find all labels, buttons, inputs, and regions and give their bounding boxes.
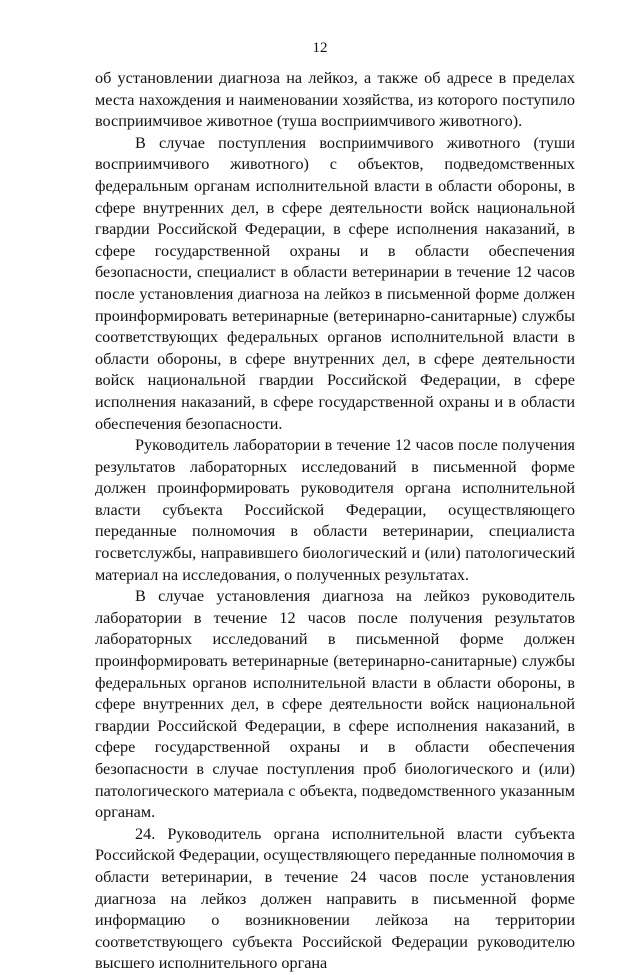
paragraph-3: Руководитель лаборатории в течение 12 часов после получения результатов лабораторных исследований в письменной форме должен проинформировать руководителя органа исполнительной власти субъекта Российской Федерации, осуществляющего переданные полномочия в области ветеринарии, специалиста госветслужбы, направившего биологический и (или) патологический материал на исследования, о полученных результатах. <box>95 436 575 584</box>
body-text <box>95 68 575 975</box>
paragraph-1: об установлении диагноза на лейкоз, а также об адресе в пределах места нахождения и наименовании хозяйства, из которого поступило восприимчивое животное (туша восприимчивого животного). <box>95 69 575 131</box>
paragraph-2: В случае поступления восприимчивого животного (туши восприимчивого животного) с объектов, подведомственных федеральным органам исполнительной власти в области обороны, в сфере внутренних дел, в сфере деятельности войск национальной гвардии Российской Федерации, в сфере исполнения наказаний, в сфере государственной охраны и в области обеспечения безопасности, специалист в области ветеринарии в течение 12 часов после установления диагноза на лейкоз в письменной форме должен проинформировать ветеринарные (ветеринарно-санитарные) службы соответствующих федеральных органов исполнительной власти в области обороны, в сфере внутренних дел, в сфере деятельности войск национальной гвардии Российской Федерации, в сфере исполнения наказаний, в сфере государственной охраны и в области обеспечения безопасности. <box>95 133 575 433</box>
paragraph-4: В случае установления диагноза на лейкоз руководитель лаборатории в течение 12 часов после получения результатов лабораторных исследований в письменной форме должен проинформировать ветеринарные (ветеринарно-санитарные) службы федеральных органов исполнительной власти в области обороны, в сфере внутренних дел, в сфере деятельности войск национальной гвардии Российской Федерации, в сфере исполнения наказаний, в сфере государственной охраны и в области обеспечения безопасности в случае поступления проб биологического и (или) патологического материала с объекта, подведомственного указанным органам. <box>95 587 575 822</box>
page-number: 12 <box>312 40 328 56</box>
paragraph-5: 24. Руководитель органа исполнительной власти субъекта Российской Федерации, осуществляющего переданные полномочия в области ветеринарии, в течение 24 часов после установления диагноза на лейкоз должен направить в письменной форме информацию о возникновении лейкоза на территории соответствующего субъекта Российской Федерации руководителю высшего исполнительного органа <box>95 824 576 973</box>
